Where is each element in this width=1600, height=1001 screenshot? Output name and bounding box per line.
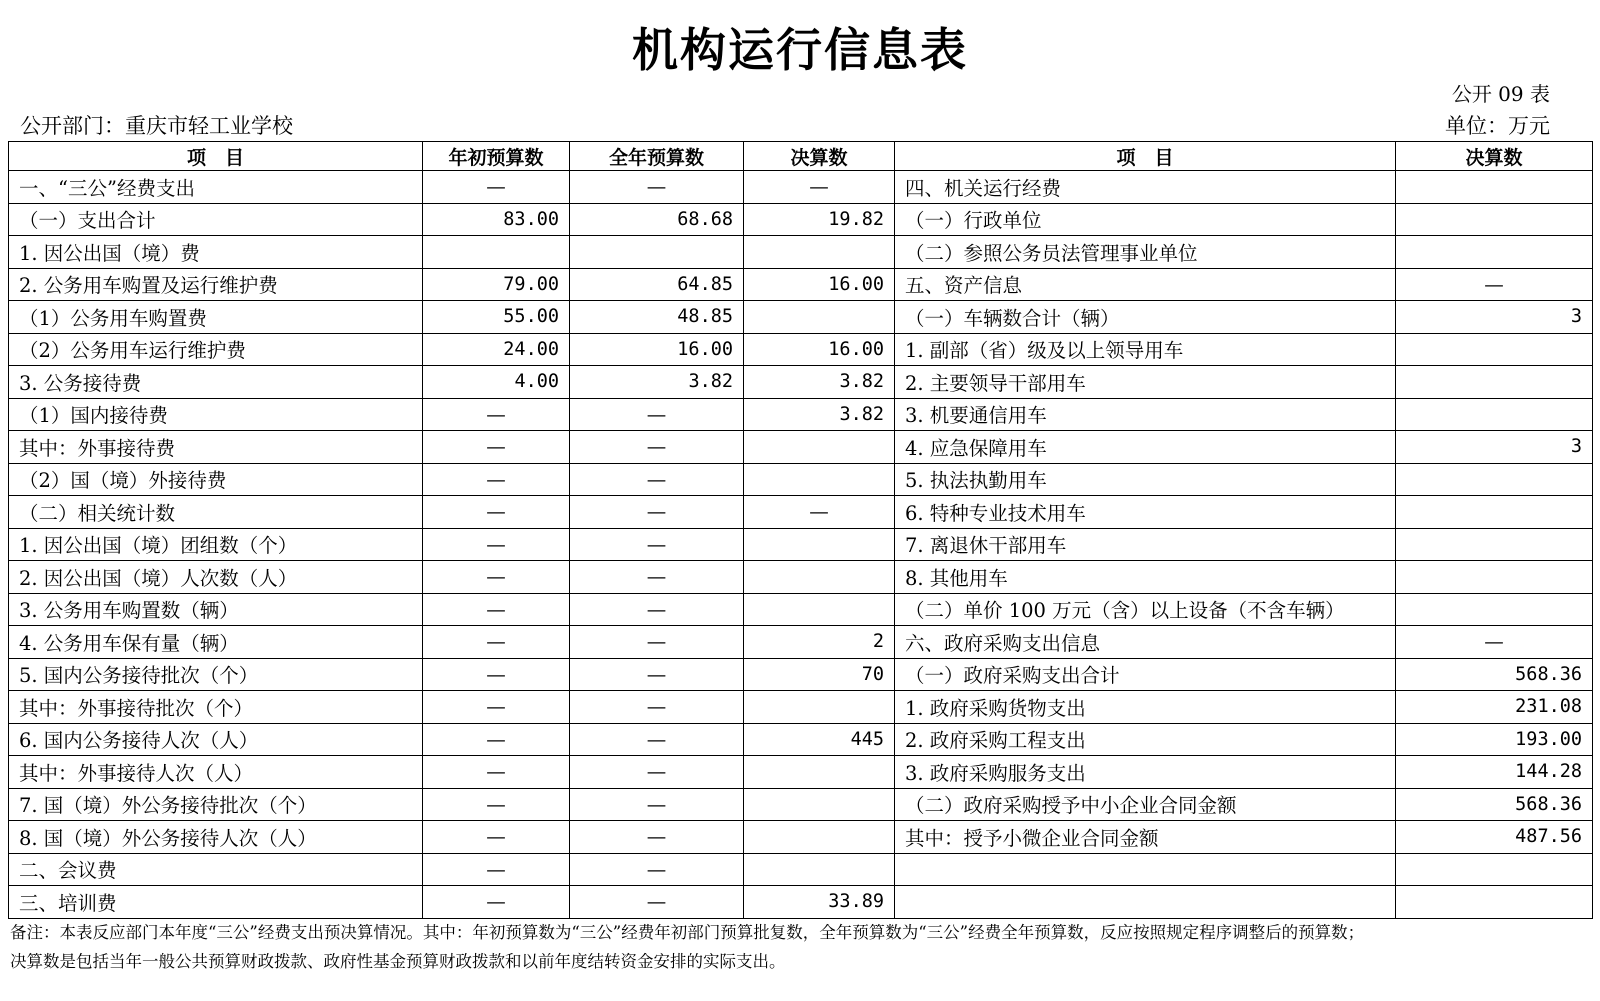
- full-budget-cell: —: [570, 398, 744, 431]
- right-final-cell: 3: [1396, 301, 1593, 334]
- right-item-cell: 其中：授予小微企业合同金额: [895, 821, 1396, 854]
- full-budget-cell: 3.82: [570, 366, 744, 399]
- left-item-cell: （二）相关统计数: [9, 496, 423, 529]
- right-item-cell: 8. 其他用车: [895, 561, 1396, 594]
- right-final-cell: [1396, 366, 1593, 399]
- full-budget-cell: [570, 236, 744, 269]
- left-item-cell: 其中：外事接待人次（人）: [9, 756, 423, 789]
- right-item-cell: 4. 应急保障用车: [895, 431, 1396, 464]
- table-row: [9, 463, 1593, 496]
- initial-budget-cell: —: [423, 171, 570, 204]
- full-budget-cell: —: [570, 561, 744, 594]
- header-full-budget: 全年预算数: [570, 142, 744, 171]
- initial-budget-cell: —: [423, 431, 570, 464]
- full-budget-cell: —: [570, 886, 744, 919]
- final-cell: [744, 691, 895, 724]
- table-row: [9, 203, 1593, 236]
- full-budget-cell: —: [570, 853, 744, 886]
- full-budget-cell: —: [570, 171, 744, 204]
- right-final-cell: [1396, 398, 1593, 431]
- right-final-cell: 568.36: [1396, 658, 1593, 691]
- left-item-cell: （1）国内接待费: [9, 398, 423, 431]
- table-header-row: [9, 142, 1593, 171]
- table-row: [9, 788, 1593, 821]
- final-cell: 33.89: [744, 886, 895, 919]
- right-item-cell: 2. 政府采购工程支出: [895, 723, 1396, 756]
- right-item-cell: 2. 主要领导干部用车: [895, 366, 1396, 399]
- left-item-cell: 7. 国（境）外公务接待批次（个）: [9, 788, 423, 821]
- right-item-cell: （一）行政单位: [895, 203, 1396, 236]
- final-cell: [744, 301, 895, 334]
- initial-budget-cell: 55.00: [423, 301, 570, 334]
- right-final-cell: [1396, 853, 1593, 886]
- initial-budget-cell: 83.00: [423, 203, 570, 236]
- right-final-cell: [1396, 886, 1593, 919]
- left-item-cell: 1. 因公出国（境）费: [9, 236, 423, 269]
- right-item-cell: 四、机关运行经费: [895, 171, 1396, 204]
- right-final-cell: [1396, 496, 1593, 529]
- right-item-cell: （二）参照公务员法管理事业单位: [895, 236, 1396, 269]
- table-row: [9, 626, 1593, 659]
- full-budget-cell: —: [570, 788, 744, 821]
- right-item-cell: 五、资产信息: [895, 268, 1396, 301]
- left-item-cell: 2. 因公出国（境）人次数（人）: [9, 561, 423, 594]
- left-item-cell: 二、会议费: [9, 853, 423, 886]
- left-item-cell: 4. 公务用车保有量（辆）: [9, 626, 423, 659]
- final-cell: [744, 528, 895, 561]
- table-row: [9, 236, 1593, 269]
- full-budget-cell: —: [570, 463, 744, 496]
- table-body: [9, 171, 1593, 919]
- full-budget-cell: 16.00: [570, 333, 744, 366]
- left-item-cell: 三、培训费: [9, 886, 423, 919]
- footnote-line-2: 决算数是包括当年一般公共预算财政拨款、政府性基金预算财政拨款和以前年度结转资金安排的实际支出。: [10, 952, 786, 971]
- initial-budget-cell: —: [423, 561, 570, 594]
- right-final-cell: [1396, 203, 1593, 236]
- right-item-cell: 3. 政府采购服务支出: [895, 756, 1396, 789]
- full-budget-cell: —: [570, 658, 744, 691]
- full-budget-cell: —: [570, 528, 744, 561]
- left-item-cell: 其中：外事接待批次（个）: [9, 691, 423, 724]
- full-budget-cell: 68.68: [570, 203, 744, 236]
- left-item-cell: 5. 国内公务接待批次（个）: [9, 658, 423, 691]
- table-row: [9, 593, 1593, 626]
- right-final-cell: [1396, 463, 1593, 496]
- right-item-cell: 6. 特种专业技术用车: [895, 496, 1396, 529]
- final-cell: 16.00: [744, 333, 895, 366]
- initial-budget-cell: —: [423, 853, 570, 886]
- final-cell: [744, 821, 895, 854]
- final-cell: —: [744, 496, 895, 529]
- form-number: 公开 09 表: [1451, 82, 1550, 106]
- department-label: 公开部门：重庆市轻工业学校: [20, 114, 293, 138]
- table-row: [9, 301, 1593, 334]
- final-cell: [744, 756, 895, 789]
- initial-budget-cell: 4.00: [423, 366, 570, 399]
- initial-budget-cell: 24.00: [423, 333, 570, 366]
- full-budget-cell: —: [570, 496, 744, 529]
- table-row: [9, 821, 1593, 854]
- initial-budget-cell: —: [423, 658, 570, 691]
- right-item-cell: 1. 副部（省）级及以上领导用车: [895, 333, 1396, 366]
- right-final-cell: 231.08: [1396, 691, 1593, 724]
- info-table: [8, 141, 1593, 919]
- right-final-cell: [1396, 171, 1593, 204]
- right-final-cell: [1396, 561, 1593, 594]
- left-item-cell: 一、“三公”经费支出: [9, 171, 423, 204]
- table-row: [9, 658, 1593, 691]
- final-cell: [744, 853, 895, 886]
- final-cell: [744, 463, 895, 496]
- header-final: 决算数: [744, 142, 895, 171]
- final-cell: 16.00: [744, 268, 895, 301]
- unit-label: 单位：万元: [1445, 114, 1550, 138]
- table-row: [9, 723, 1593, 756]
- right-final-cell: 487.56: [1396, 821, 1593, 854]
- header-right-final: 决算数: [1396, 142, 1593, 171]
- full-budget-cell: —: [570, 431, 744, 464]
- initial-budget-cell: —: [423, 788, 570, 821]
- left-item-cell: 3. 公务接待费: [9, 366, 423, 399]
- full-budget-cell: —: [570, 691, 744, 724]
- right-final-cell: [1396, 528, 1593, 561]
- right-item-cell: （二）政府采购授予中小企业合同金额: [895, 788, 1396, 821]
- initial-budget-cell: —: [423, 463, 570, 496]
- right-final-cell: [1396, 593, 1593, 626]
- final-cell: 2: [744, 626, 895, 659]
- initial-budget-cell: —: [423, 821, 570, 854]
- table-row: [9, 691, 1593, 724]
- full-budget-cell: 64.85: [570, 268, 744, 301]
- left-item-cell: （2）公务用车运行维护费: [9, 333, 423, 366]
- full-budget-cell: —: [570, 593, 744, 626]
- table-row: [9, 398, 1593, 431]
- table-row: [9, 561, 1593, 594]
- table-row: [9, 756, 1593, 789]
- table-row: [9, 268, 1593, 301]
- full-budget-cell: —: [570, 821, 744, 854]
- right-final-cell: 568.36: [1396, 788, 1593, 821]
- final-cell: [744, 431, 895, 464]
- final-cell: 3.82: [744, 398, 895, 431]
- initial-budget-cell: —: [423, 723, 570, 756]
- initial-budget-cell: —: [423, 756, 570, 789]
- right-item-cell: 1. 政府采购货物支出: [895, 691, 1396, 724]
- right-final-cell: [1396, 333, 1593, 366]
- table-row: [9, 171, 1593, 204]
- full-budget-cell: —: [570, 756, 744, 789]
- right-final-cell: —: [1396, 268, 1593, 301]
- right-item-cell: [895, 886, 1396, 919]
- final-cell: 445: [744, 723, 895, 756]
- initial-budget-cell: —: [423, 886, 570, 919]
- table-row: [9, 496, 1593, 529]
- left-item-cell: （2）国（境）外接待费: [9, 463, 423, 496]
- right-item-cell: （一）车辆数合计（辆）: [895, 301, 1396, 334]
- initial-budget-cell: —: [423, 691, 570, 724]
- footnote-line-1: 备注：本表反应部门本年度“三公”经费支出预决算情况。其中：年初预算数为“三公”经费年初部门预算批复数，全年预算数为“三公”经费全年预算数，反应按照规定程序调整后的预算数；: [10, 923, 1365, 942]
- initial-budget-cell: 79.00: [423, 268, 570, 301]
- left-item-cell: 8. 国（境）外公务接待人次（人）: [9, 821, 423, 854]
- final-cell: 19.82: [744, 203, 895, 236]
- right-final-cell: —: [1396, 626, 1593, 659]
- final-cell: 70: [744, 658, 895, 691]
- right-item-cell: 3. 机要通信用车: [895, 398, 1396, 431]
- header-initial-budget: 年初预算数: [423, 142, 570, 171]
- left-item-cell: 1. 因公出国（境）团组数（个）: [9, 528, 423, 561]
- final-cell: [744, 561, 895, 594]
- right-item-cell: 7. 离退休干部用车: [895, 528, 1396, 561]
- right-item-cell: [895, 853, 1396, 886]
- right-final-cell: [1396, 236, 1593, 269]
- left-item-cell: 2. 公务用车购置及运行维护费: [9, 268, 423, 301]
- right-item-cell: （二）单价 100 万元（含）以上设备（不含车辆）: [895, 593, 1396, 626]
- table-row: [9, 853, 1593, 886]
- right-item-cell: （一）政府采购支出合计: [895, 658, 1396, 691]
- right-final-cell: 193.00: [1396, 723, 1593, 756]
- final-cell: [744, 788, 895, 821]
- right-final-cell: 3: [1396, 431, 1593, 464]
- table-row: [9, 528, 1593, 561]
- header-right-item: 项 目: [895, 142, 1396, 171]
- header-left-item: 项 目: [9, 142, 423, 171]
- final-cell: 3.82: [744, 366, 895, 399]
- right-final-cell: 144.28: [1396, 756, 1593, 789]
- page-title: 机构运行信息表: [632, 23, 968, 77]
- table-row: [9, 333, 1593, 366]
- table-row: [9, 366, 1593, 399]
- left-item-cell: 3. 公务用车购置数（辆）: [9, 593, 423, 626]
- final-cell: —: [744, 171, 895, 204]
- right-item-cell: 六、政府采购支出信息: [895, 626, 1396, 659]
- footnote: [10, 918, 1590, 976]
- full-budget-cell: —: [570, 626, 744, 659]
- initial-budget-cell: [423, 236, 570, 269]
- table-row: [9, 886, 1593, 919]
- initial-budget-cell: —: [423, 593, 570, 626]
- left-item-cell: （一）支出合计: [9, 203, 423, 236]
- left-item-cell: 6. 国内公务接待人次（人）: [9, 723, 423, 756]
- left-item-cell: （1）公务用车购置费: [9, 301, 423, 334]
- right-item-cell: 5. 执法执勤用车: [895, 463, 1396, 496]
- initial-budget-cell: —: [423, 496, 570, 529]
- final-cell: [744, 593, 895, 626]
- table-row: [9, 431, 1593, 464]
- initial-budget-cell: —: [423, 398, 570, 431]
- left-item-cell: 其中：外事接待费: [9, 431, 423, 464]
- final-cell: [744, 236, 895, 269]
- full-budget-cell: 48.85: [570, 301, 744, 334]
- initial-budget-cell: —: [423, 626, 570, 659]
- full-budget-cell: —: [570, 723, 744, 756]
- initial-budget-cell: —: [423, 528, 570, 561]
